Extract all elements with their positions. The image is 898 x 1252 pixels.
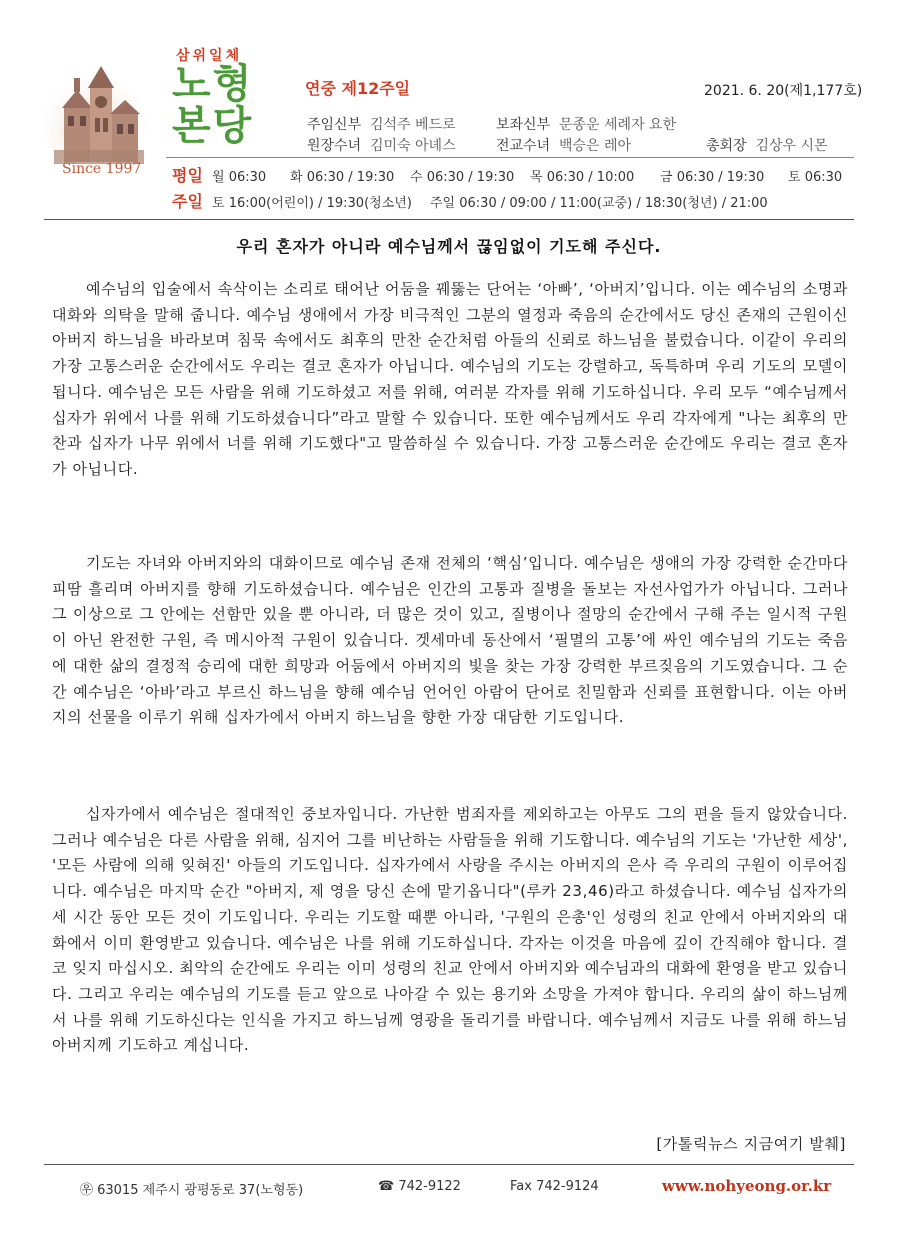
weekday-mon: 월 06:30 xyxy=(212,170,267,185)
footer-fax: Fax 742-9124 xyxy=(510,1179,599,1194)
article-paragraph-2: 기도는 자녀와 아버지와의 대화이므로 예수님 존재 전체의 ‘핵심’입니다. 예수님은 생애의 가장 강력한 순간마다 피땀 흘리며 아버지를 향해 기도하셨습니다. 예수님은 인간의 고통과 질병을 돌보는 자선사업가가 아닙니다. 그러나 그 이상으로 그 안에는 선함만 있을 뿐 아니라, 더 많은 것이 있고, 질병이나 절망의 순간에서 구해 주는 일시적 구원이 아닌 완전한 구원, 즉 메시아적 구원이 있습니다. 겟세마네 동산에서 ‘필멸의 고통’에 싸인 예수님의 기도는 죽음에 대한 삶의 결정적 승리에 대한 희망과 어둠에서 아버지의 빛을 찾는 가장 강력한 부르짖음의 기도였습니다. 그 순간 예수님은 ‘아바’라고 부르신 하느님을 향해 예수님 언어인 아람어 단어로 친밀함과 신뢰를 표현합니다. 이는 아버지의 선물을 이루기 위해 십자가에서 아버지 하느님을 향한 가장 대담한 기도입니다. xyxy=(52,554,848,727)
weekday-thu: 목 06:30 / 10:00 xyxy=(530,170,635,185)
assistant-name: 문종운 세례자 요한 xyxy=(559,117,677,133)
sunday-label: 주일 xyxy=(172,192,203,211)
pastor-role: 주임신부 xyxy=(307,117,362,133)
parish-name-line2: 본당 xyxy=(172,103,254,149)
footer-rule xyxy=(44,1164,854,1165)
weekday-fri: 금 06:30 / 19:30 xyxy=(660,170,765,185)
weekday-wed: 수 06:30 / 19:30 xyxy=(410,170,515,185)
parish-subtitle: 삼위일체 xyxy=(176,48,243,64)
pastor-name: 김석주 베드로 xyxy=(370,117,456,133)
sunday-masses: 주일 06:30 / 09:00 / 11:00(교중) / 18:30(청년) / 21:00 xyxy=(430,196,768,211)
article-paragraph-3: 십자가에서 예수님은 절대적인 중보자입니다. 가난한 범죄자를 제외하고는 아무도 그의 편을 들지 않았습니다. 그러나 예수님은 다른 사람을 위해, 심지어 그를 비난하는 사람들을 위해 기도합니다. 예수님의 기도는 '가난한 세상', '모든 사람에 의해 잊혀진' 아들의 기도입니다. 십자가에서 사랑을 주시는 아버지의 은사 즉 우리의 구원이 이루어집니다. 예수님은 마지막 순간 "아버지, 제 영을 당신 손에 맡기옵니다"(루카 23,46)라고 하셨습니다. 예수님 십자가의 세 시간 동안 모든 것이 기도입니다. 우리는 기도할 때뿐 아니라, '구원의 은총'인 성령의 친교 안에서 아버지와의 대화에서 이미 환영받고 있습니다. 예수님은 나를 위해 기도하십니다. 각자는 이것을 마음에 깊이 간직해야 합니다. 결코 잊지 마십시오. 최악의 순간에도 우리는 이미 성령의 친교 안에서 아버지와 예수님과의 대화에 환영을 받고 있습니다. 그리고 우리는 예수님의 기도를 듣고 앞으로 나아갈 수 있는 용기와 소망을 가져야 합니다. 우리의 삶이 하느님께서 나를 위해 기도하신다는 인식을 가지고 하느님께 영광을 돌리기를 바랍니다. 예수님께서 지금도 나를 위해 하느님 아버지께 기도하고 계십니다. xyxy=(52,805,848,1055)
article-title: 우리 혼자가 아니라 예수님께서 끊임없이 기도해 주신다. xyxy=(236,237,662,256)
article-source: [가톨릭뉴스 지금여기 발췌] xyxy=(656,1135,846,1153)
since-year: Since 1997 xyxy=(62,161,142,177)
header-rule xyxy=(44,219,854,220)
footer-phone: ☎ 742-9122 xyxy=(378,1179,461,1194)
president-name: 김상우 시몬 xyxy=(755,138,828,154)
issue-date: 2021. 6. 20(제1,177호) xyxy=(704,83,863,99)
missionary-name: 백승은 레아 xyxy=(559,138,632,154)
footer-address: ㉾ 63015 제주시 광평동로 37(노형동) xyxy=(80,1183,304,1198)
parish-name-line1: 노형 xyxy=(172,61,254,107)
prioress-role: 원장수녀 xyxy=(307,138,362,154)
staff-prioress xyxy=(307,135,456,155)
weekday-label: 평일 xyxy=(172,166,203,185)
staff-assistant xyxy=(496,114,676,134)
footer-website-link[interactable]: www.nohyeong.or.kr xyxy=(662,1177,832,1195)
president-role: 총회장 xyxy=(706,138,747,154)
sunday-saturday-vigil: 토 16:00(어린이) / 19:30(청소년) xyxy=(212,196,412,211)
header-divider xyxy=(166,157,854,158)
church-illustration xyxy=(44,58,146,168)
staff-pastor xyxy=(307,114,456,134)
liturgical-week: 연중 제12주일 xyxy=(305,79,411,98)
staff-president xyxy=(706,135,828,155)
prioress-name: 김미숙 아녜스 xyxy=(370,138,456,154)
weekday-tue: 화 06:30 / 19:30 xyxy=(290,170,395,185)
article-paragraph-1: 예수님의 입술에서 속삭이는 소리로 태어난 어둠을 꿰뚫는 단어는 ‘아빠’, ‘아버지’입니다. 이는 예수님의 소명과 대화와 의탁을 말해 줍니다. 예수님 생애에서 가장 비극적인 그분의 열정과 죽음의 순간에서도 당신 존재의 근원이신 아버지 하느님을 바라보며 침묵 속에서도 최후의 만찬 순간처럼 아들의 신뢰로 하느님을 불렀습니다. 이같이 우리의 가장 고통스러운 순간에서도 우리는 결코 혼자가 아닙니다. 예수님의 기도는 강렬하고, 독특하며 우리 기도의 모델이 됩니다. 예수님은 모든 사람을 위해 기도하셨고 저를 위해, 여러분 각자를 위해 기도하십니다. 우리 모두 “예수님께서 십자가 위에서 나를 위해 기도하셨습니다”라고 말할 수 있습니다. 또한 예수님께서도 우리 각자에게 "나는 최후의 만찬과 십자가 나무 위에서 너를 위해 기도했다"고 말씀하실 수 있습니다. 가장 고통스러운 순간에도 우리는 결코 혼자가 아닙니다. xyxy=(52,280,848,478)
missionary-role: 전교수녀 xyxy=(496,138,551,154)
staff-missionary xyxy=(496,135,631,155)
assistant-role: 보좌신부 xyxy=(496,117,551,133)
weekday-sat: 토 06:30 xyxy=(788,170,843,185)
